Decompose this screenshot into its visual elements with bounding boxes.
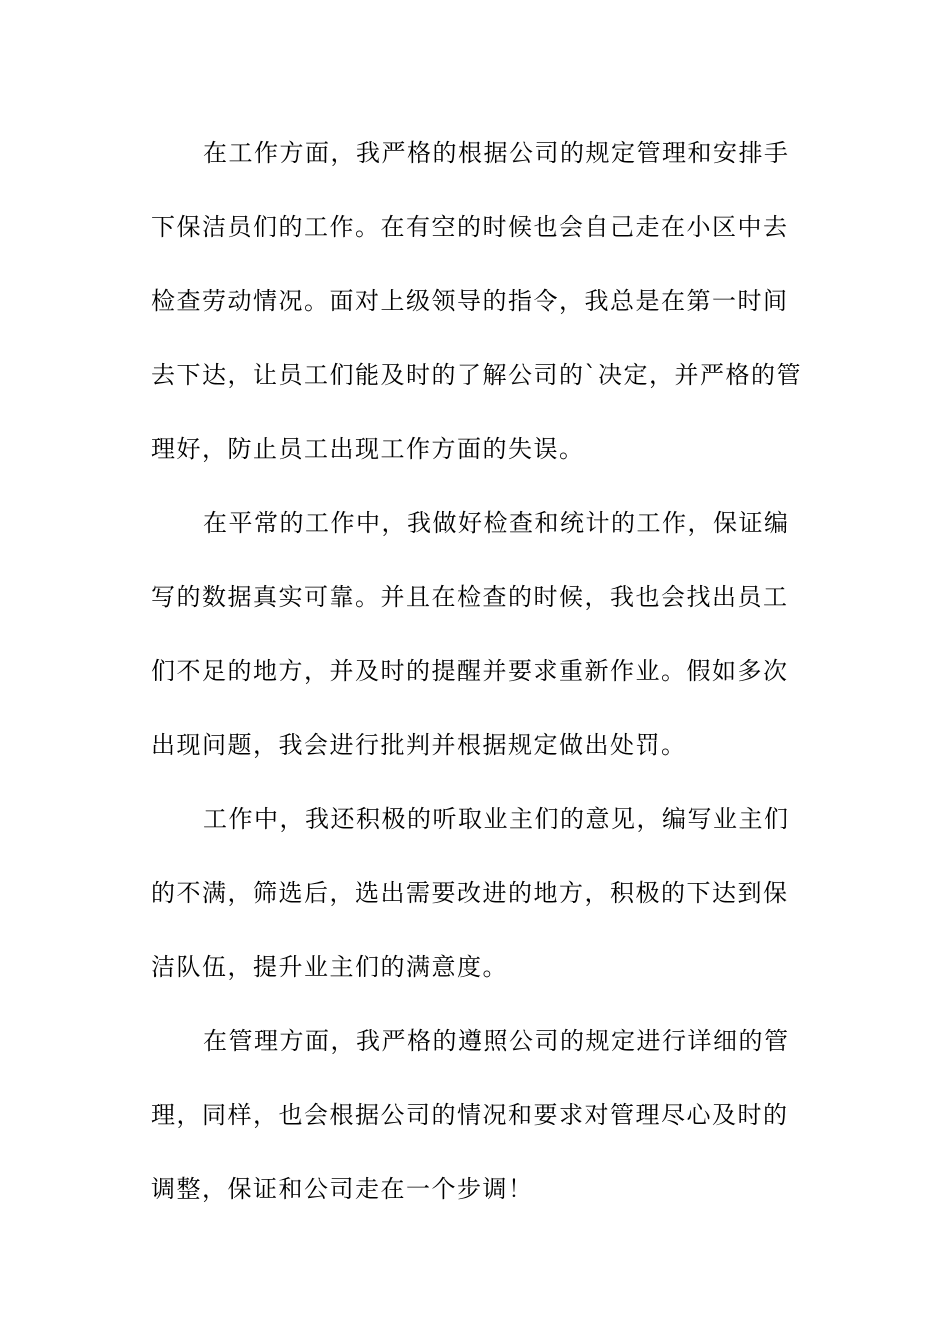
paragraph-line: 在平常的工作中，我做好检查和统计的工作，保证编 [203, 509, 790, 537]
paragraph-line: 调整，保证和公司走在一个步调！ [151, 1175, 534, 1203]
paragraph-line: 们不足的地方，并及时的提醒并要求重新作业。假如多次 [151, 657, 789, 685]
paragraph-line: 在工作方面，我严格的根据公司的规定管理和安排手 [203, 139, 790, 167]
paragraph-line: 下保洁员们的工作。在有空的时候也会自己走在小区中去 [151, 213, 789, 241]
paragraph-line: 的不满，筛选后，选出需要改进的地方，积极的下达到保 [151, 879, 789, 907]
paragraph-line: 工作中，我还积极的听取业主们的意见，编写业主们 [203, 805, 790, 833]
paragraph-line: 出现问题，我会进行批判并根据规定做出处罚。 [151, 731, 687, 759]
paragraph-line: 去下达，让员工们能及时的了解公司的`决定，并严格的管 [151, 361, 802, 389]
paragraph-line: 理，同样，也会根据公司的情况和要求对管理尽心及时的 [151, 1101, 789, 1129]
paragraph-line: 洁队伍，提升业主们的满意度。 [151, 953, 508, 981]
paragraph-line: 写的数据真实可靠。并且在检查的时候，我也会找出员工 [151, 583, 789, 611]
paragraph-line: 理好，防止员工出现工作方面的失误。 [151, 435, 585, 463]
paragraph-line: 检查劳动情况。面对上级领导的指令，我总是在第一时间 [151, 287, 789, 315]
paragraph-line: 在管理方面，我严格的遵照公司的规定进行详细的管 [203, 1027, 790, 1055]
